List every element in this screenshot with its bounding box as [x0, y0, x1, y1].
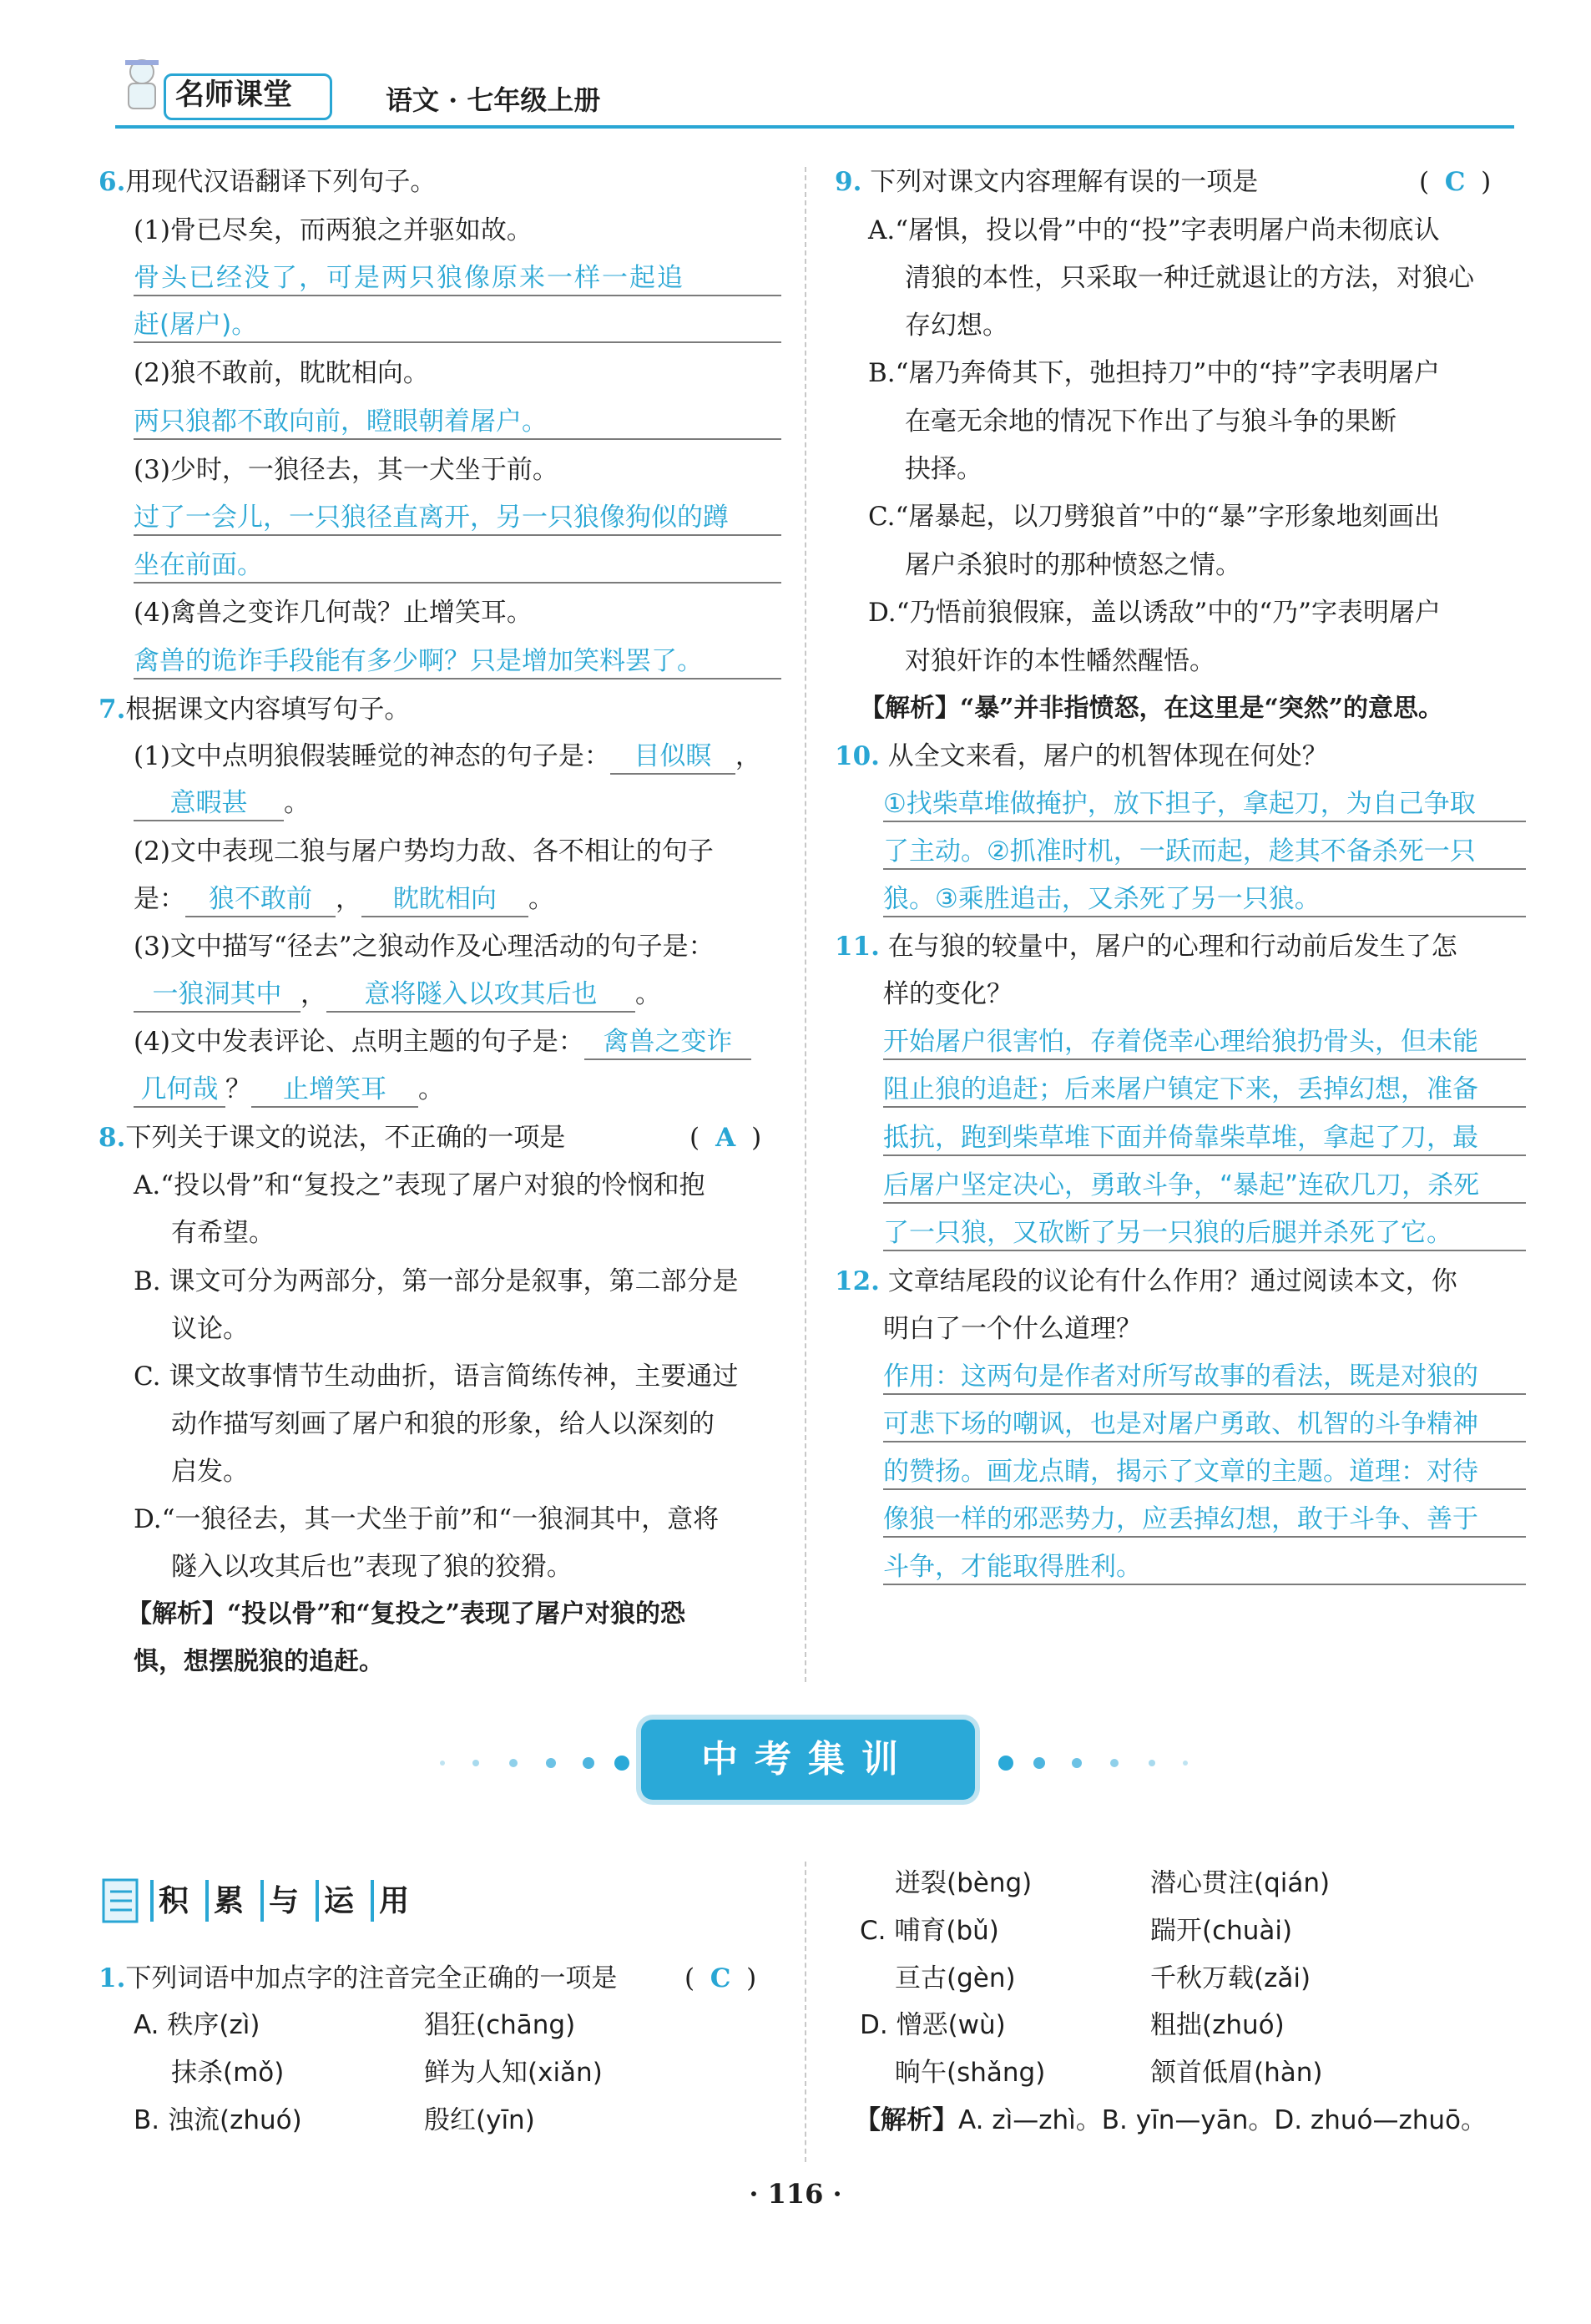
q12-stem: 12. 文章结尾段的议论有什么作用？通过阅读本文，你: [835, 1266, 1457, 1296]
q6-stem: 6.用现代汉语翻译下列句子。: [98, 167, 437, 197]
banner-dots-right: [993, 1753, 1194, 1776]
q9-answer: ( C ): [1419, 167, 1492, 197]
q7-part-2b: 是： 狼不敢前 ， 眈眈相向 。: [134, 882, 554, 917]
bq1-answer: ( C ): [684, 1963, 757, 1993]
q8-option-b: B. 课文可分为两部分，第一部分是叙事，第二部分是: [134, 1266, 739, 1296]
q12-stem-2: 明白了一个什么道理？: [883, 1314, 1142, 1344]
bq1-b2: 殷红(yīn): [424, 2105, 535, 2135]
q8-stem: 8.下列关于课文的说法，不正确的一项是: [98, 1123, 566, 1153]
bottom-column-divider: [805, 1862, 806, 2162]
q7-blank-7b: 几何哉: [134, 1073, 225, 1108]
q7-stem: 7.根据课文内容填写句子。: [98, 695, 411, 725]
header-rule: [115, 125, 1514, 129]
q7-part-2: (2)文中表现二狼与屠户势均力敌、各不相让的句子: [134, 836, 714, 866]
bq1-a1: A. 秩序(zì): [134, 2010, 260, 2040]
q11-answer-5: 了一只狼，又砍断了另一只狼的后腿并杀死了它。: [883, 1216, 1526, 1251]
bq1-c3: 亘古(gèn): [895, 1963, 1016, 1993]
q9-option-c2: 屠户杀狼时的那种愤怒之情。: [905, 550, 1241, 580]
q10-answer-3: 狼。③乘胜追击，又杀死了另一只狼。: [883, 882, 1526, 917]
q9-option-a: A.“屠惧，投以骨”中的“投”字表明屠户尚未彻底认: [868, 215, 1440, 245]
q6-sentence-2: (2)狼不敢前，眈眈相向。: [134, 358, 429, 388]
bq1-a4: 鲜为人知(xiǎn): [424, 2058, 603, 2088]
bq1-c2: 踹开(chuài): [1150, 1916, 1293, 1946]
banner-title: 中考集训: [701, 1738, 915, 1781]
q6-answer-2: 两只狼都不敢向前，瞪眼朝着屠户。: [134, 405, 781, 440]
q7-blank-3: 狼不敢前: [185, 882, 336, 917]
bq1-d2: 粗拙(zhuó): [1150, 2010, 1285, 2040]
q7-part-4b: 几何哉 ？ 止增笑耳 。: [134, 1073, 444, 1108]
q8-option-c: C. 课文故事情节生动曲折，语言简练传神，主要通过: [134, 1362, 739, 1392]
q9-option-a3: 存幻想。: [905, 311, 1008, 341]
q11-answer-1: 开始屠户很害怕，存着侥幸心理给狼扔骨头，但未能: [883, 1025, 1526, 1060]
q8-analysis: 【解析】“投以骨”和“复投之”表现了屠户对狼的恐: [127, 1599, 686, 1629]
q9-analysis: 【解析】“暴”并非指愤怒，在这里是“突然”的意思。: [860, 694, 1444, 723]
q7-part-3b: 一狼洞其中 ， 意将隧入以攻其后也 。: [134, 978, 661, 1013]
q6-sentence-4: (4)禽兽之变诈几何哉？止增笑耳。: [134, 598, 533, 628]
bq1-d1: D. 憎恶(wù): [860, 2010, 1006, 2040]
page-number: · 116 ·: [749, 2178, 842, 2210]
q6-sentence-3: (3)少时，一狼径去，其一犬坐于前。: [134, 455, 558, 485]
q11-stem: 11. 在与狼的较量中，屠户的心理和行动前后发生了怎: [835, 932, 1457, 962]
section-char-3: 与: [260, 1880, 304, 1922]
q9-option-d2: 对狼奸诈的本性幡然醒悟。: [905, 646, 1215, 676]
q12-answer-4: 像狼一样的邪恶势力，应丢掉幻想，敢于斗争、善于: [883, 1503, 1526, 1538]
header-subject: 语文 · 七年级上册: [386, 84, 601, 116]
bq1-a2: 猖狂(chāng): [424, 2010, 576, 2040]
header-brand: 名师课堂: [175, 78, 293, 112]
q10-answer-1: ①找柴草堆做掩护，放下担子，拿起刀，为自己争取: [883, 787, 1526, 822]
bq1-stem: 1.下列词语中加点字的注音完全正确的一项是: [98, 1963, 618, 1993]
header-logo-icon: [117, 55, 169, 115]
q8-option-a2: 有希望。: [171, 1218, 275, 1248]
banner: [641, 1720, 975, 1800]
bq1-c4: 千秋万载(zǎi): [1150, 1963, 1311, 1993]
q10-stem: 10. 从全文来看，屠户的机智体现在何处？: [835, 741, 1328, 771]
column-divider: [805, 167, 806, 1682]
q9-option-a2: 清狼的本性，只采取一种迁就退让的方法，对狼心: [905, 263, 1474, 293]
q8-option-a: A.“投以骨”和“复投之”表现了屠户对狼的怜悯和抱: [134, 1170, 705, 1200]
section-char-5: 用: [371, 1880, 414, 1922]
q6-answer-3: 过了一会儿，一只狼径直离开，另一只狼像狗似的蹲: [134, 501, 781, 536]
q6-answer-1b: 赶(屠户)。: [134, 308, 781, 343]
q9-option-c: C.“屠暴起，以刀劈狼首”中的“暴”字形象地刻画出: [868, 502, 1440, 532]
q8-analysis-2: 惧，想摆脱狼的追赶。: [134, 1647, 384, 1676]
q9-option-b2: 在毫无余地的情况下作出了与狼斗争的果断: [905, 407, 1397, 437]
bq1-b3: 迸裂(bèng): [895, 1868, 1033, 1898]
q10-answer-2: 了主动。②抓准时机，一跃而起，趁其不备杀死一只: [883, 835, 1526, 870]
q7-blank-4: 眈眈相向: [361, 882, 528, 917]
bq1-b1: B. 浊流(zhuó): [134, 2105, 302, 2135]
q11-stem-2: 样的变化？: [883, 979, 1013, 1009]
q12-answer-5: 斗争，才能取得胜利。: [883, 1550, 1526, 1585]
bq1-d3: 晌午(shǎng): [895, 2058, 1046, 2088]
bq1-a3: 抹杀(mǒ): [171, 2058, 285, 2088]
q7-blank-2: 意暇甚: [134, 786, 284, 821]
bq1-d4: 颔首低眉(hàn): [1150, 2058, 1323, 2088]
q7-blank-6: 意将隧入以攻其后也: [326, 978, 635, 1013]
q8-option-d: D.“一狼径去，其一犬坐于前”和“一狼洞其中，意将: [134, 1504, 720, 1534]
section-char-1: 积: [150, 1880, 194, 1922]
q7-blank-5: 一狼洞其中: [134, 978, 301, 1013]
q7-blank-1: 目似瞑: [610, 740, 735, 775]
q7-part-4: (4)文中发表评论、点明主题的句子是： 禽兽之变诈: [134, 1025, 751, 1060]
bq1-analysis: 【解析】A. zì—zhì。B. yīn—yān。D. zhuó—zhuō。: [855, 2105, 1487, 2135]
q7-part-1b: 意暇甚 。: [134, 786, 310, 821]
q6-answer-4: 禽兽的诡诈手段能有多少啊？只是增加笑料罢了。: [134, 644, 781, 680]
bq1-c1: C. 哺育(bǔ): [860, 1916, 999, 1946]
q9-stem: 9. 下列对课文内容理解有误的一项是: [835, 167, 1259, 197]
q9-option-d: D.“乃悟前狼假寐，盖以诱敌”中的“乃”字表明屠户: [868, 598, 1441, 628]
q8-option-c2: 动作描写刻画了屠户和狼的形象，给人以深刻的: [171, 1409, 715, 1439]
section-book-icon: [100, 1875, 144, 1928]
q7-blank-7: 禽兽之变诈: [584, 1025, 751, 1060]
q6-answer-1: 骨头已经没了，可是两只狼像原来一样一起追: [134, 261, 781, 296]
q7-part-3: (3)文中描写“径去”之狼动作及心理活动的句子是：: [134, 932, 715, 962]
q7-part-1: (1)文中点明狼假装睡觉的神态的句子是： 目似瞑 ，: [134, 740, 761, 775]
q12-answer-3: 的赞扬。画龙点睛，揭示了文章的主题。道理：对待: [883, 1455, 1526, 1490]
section-char-2: 累: [205, 1880, 249, 1922]
q8-option-b2: 议论。: [171, 1314, 249, 1344]
q8-option-d2: 隧入以攻其后也”表现了狼的狡猾。: [171, 1552, 573, 1582]
q12-answer-1: 作用：这两句是作者对所写故事的看法，既是对狼的: [883, 1360, 1526, 1395]
q8-answer: ( A ): [689, 1123, 762, 1153]
bq1-b4: 潜心贯注(qián): [1150, 1868, 1331, 1898]
q9-option-b3: 抉择。: [905, 454, 982, 484]
q11-answer-4: 后屠户坚定决心，勇敢斗争，“暴起”连砍几刀，杀死: [883, 1169, 1526, 1204]
banner-dots-left: [434, 1753, 634, 1776]
section-title: [150, 1880, 414, 1922]
q12-answer-2: 可悲下场的嘲讽，也是对屠户勇敢、机智的斗争精神: [883, 1407, 1526, 1442]
q11-answer-3: 抵抗，跑到柴草堆下面并倚靠柴草堆，拿起了刀，最: [883, 1121, 1526, 1156]
q8-option-c3: 启发。: [171, 1457, 249, 1487]
q9-option-b: B.“屠乃奔倚其下，弛担持刀”中的“持”字表明屠户: [868, 358, 1441, 388]
section-char-4: 运: [316, 1880, 359, 1922]
q6-sentence-1: (1)骨已尽矣，而两狼之并驱如故。: [134, 215, 533, 245]
q7-blank-8: 止增笑耳: [251, 1073, 418, 1108]
q11-answer-2: 阻止狼的追赶；后来屠户镇定下来，丢掉幻想，准备: [883, 1073, 1526, 1108]
q6-answer-3b: 坐在前面。: [134, 548, 781, 584]
